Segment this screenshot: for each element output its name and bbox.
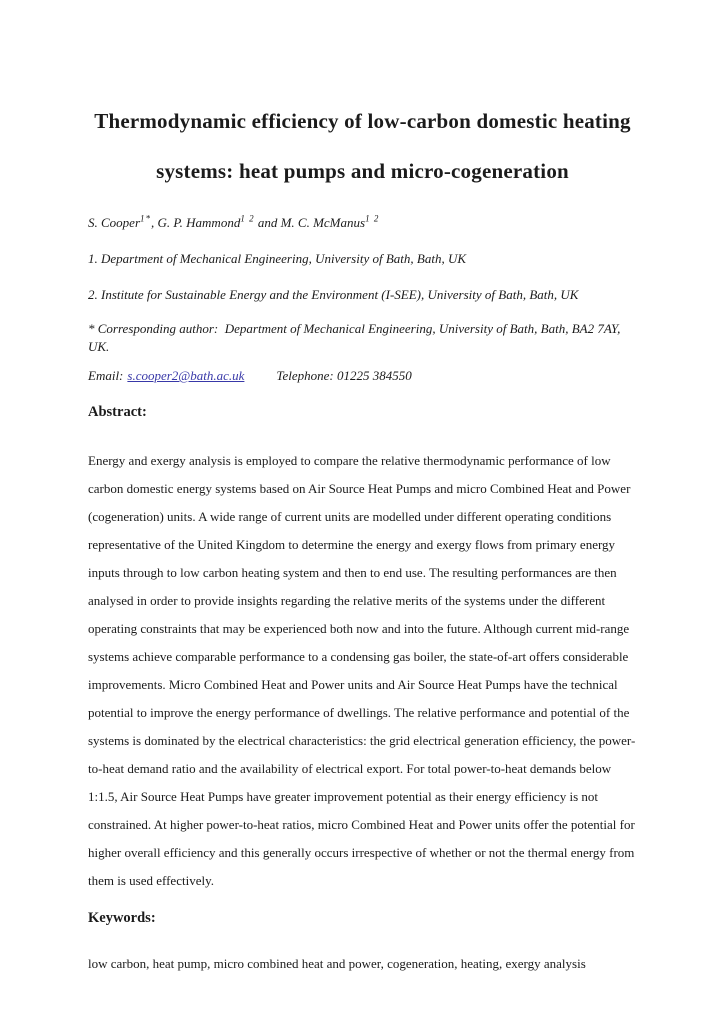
paper-title xyxy=(88,96,637,196)
author-affiliation-marker: 1 2 xyxy=(365,213,380,224)
keywords-text: low carbon, heat pump, micro combined heat and power, cogeneration, heating, exergy analysis xyxy=(88,956,586,971)
author-line xyxy=(88,214,637,232)
paper-title-line-1: Thermodynamic efficiency of low-carbon domestic heating xyxy=(94,109,631,133)
keywords-heading: Keywords: xyxy=(88,910,156,926)
affiliation-2: 2. Institute for Sustainable Energy and the Environment (I-SEE), University of Bath, Bath, UK xyxy=(88,287,579,302)
email-label: Email: xyxy=(88,368,124,383)
author-name: and M. C. McManus xyxy=(254,215,366,230)
telephone: Telephone: 01225 384550 xyxy=(276,368,412,383)
contact-line xyxy=(88,367,637,385)
abstract-heading: Abstract: xyxy=(88,404,147,420)
author-affiliation-marker: 1 2 xyxy=(240,213,255,224)
author-affiliation-marker: 1* xyxy=(140,213,151,224)
paper-title-line-2: systems: heat pumps and micro-cogeneration xyxy=(156,159,569,183)
author-name: , G. P. Hammond xyxy=(151,215,241,230)
corresponding-author-line: * Corresponding author: Department of Mechanical Engineering, University of Bath, Bath, BA2 7AY, UK. xyxy=(88,321,624,354)
abstract-text: Energy and exergy analysis is employed to compare the relative thermodynamic performance of low carbon domestic energy systems based on Air Source Heat Pumps and micro Combined Heat and Power (cogeneration) units. A wide range of current units are modelled under different operating conditions representative of the United Kingdom to determine the energy and exergy flows from primary energy inputs through to low carbon heating system and then to end use. The resulting performances are then analysed in order to provide insights regarding the relative merits of the systems under the different operating constraints that may be experienced both now and into the future. Although current mid-range systems achieve comparable performance to a condensing gas boiler, the state-of-art offers considerable improvements. Micro Combined Heat and Power units and Air Source Heat Pumps have the technical potential to improve the energy performance of dwellings. The relative performance and potential of the systems is dominated by the electrical characteristics: the grid electrical generation efficiency, the power-to-heat demand ratio and the availability of electrical export. For total power-to-heat demands below 1:1.5, Air Source Heat Pumps have greater improvement potential as their energy efficiency is not constrained. At higher power-to-heat ratios, micro Combined Heat and Power units offer the potential for higher overall efficiency and this generally occurs irrespective of whether or not the thermal energy from them is used effectively. xyxy=(88,453,636,888)
affiliation-1: 1. Department of Mechanical Engineering, University of Bath, Bath, UK xyxy=(88,251,467,266)
author-name: S. Cooper xyxy=(88,215,140,230)
email-link[interactable]: s.cooper2@bath.ac.uk xyxy=(127,368,245,383)
